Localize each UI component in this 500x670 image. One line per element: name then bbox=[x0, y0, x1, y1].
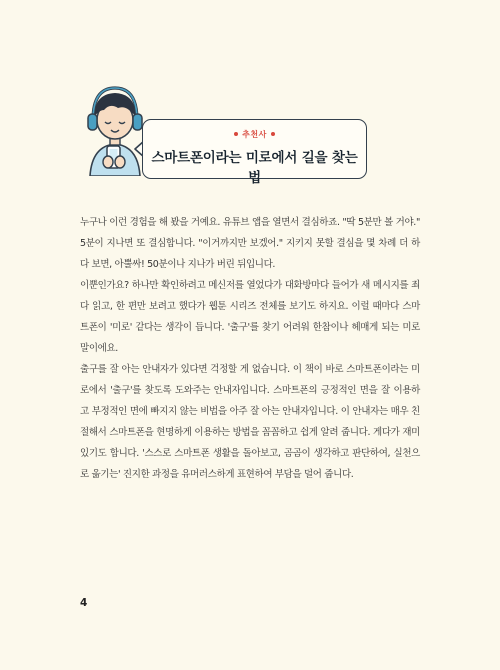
banner-subtitle-text: 추천사 bbox=[242, 130, 267, 139]
page-number: 4 bbox=[80, 597, 88, 609]
banner-subtitle bbox=[143, 129, 366, 140]
person-with-headphones-icon bbox=[80, 84, 150, 176]
dot-icon bbox=[271, 132, 275, 136]
paragraph: 누구나 이런 경험을 해 봤을 거예요. 유튜브 앱을 열면서 결심하죠. "딱 5분만 볼 거야." 5분이 지나면 또 결심합니다. "이거까지만 보겠어." 지키지 못할 결심을 몇 차례 더 하다 보면, 아뿔싸! 50분이나 지나가 버린 뒤입니다. bbox=[80, 217, 420, 270]
dot-icon bbox=[234, 132, 238, 136]
body-text bbox=[80, 212, 420, 485]
page-title: 스마트폰이라는 미로에서 길을 찾는 법 bbox=[151, 150, 358, 186]
paragraph: 이뿐인가요? 하나만 확인하려고 메신저를 열었다가 대화방마다 들어가 새 메시지를 죄다 읽고, 한 편만 보려고 했다가 웹툰 시리즈 전체를 보기도 하지요. 이럴 때마다 스마트폰이 '미로' 같다는 생각이 듭니다. '출구'를 찾기 어려워 한참이나 헤매게 되는 미로 말이에요. bbox=[80, 280, 420, 354]
paragraph: 출구를 잘 아는 안내자가 있다면 걱정할 게 없습니다. 이 책이 바로 스마트폰이라는 미로에서 '출구'를 찾도록 도와주는 안내자입니다. 스마트폰의 긍정적인 면을 잘 이용하고 부정적인 면에 빠지지 않는 비법을 아주 잘 아는 안내자입니다. 이 안내자는 매우 친절해서 스마트폰을 현명하게 이용하는 방법을 꼼꼼하고 쉽게 알려 줍니다. 게다가 재미있기도 합니다. '스스로 스마트폰 생활을 돌아보고, 곰곰이 생각하고 판단하여, 실천으로 옮기는' 진지한 과정을 유머러스하게 표현하여 부담을 덜어 줍니다. bbox=[80, 364, 420, 480]
title-banner bbox=[142, 119, 367, 186]
